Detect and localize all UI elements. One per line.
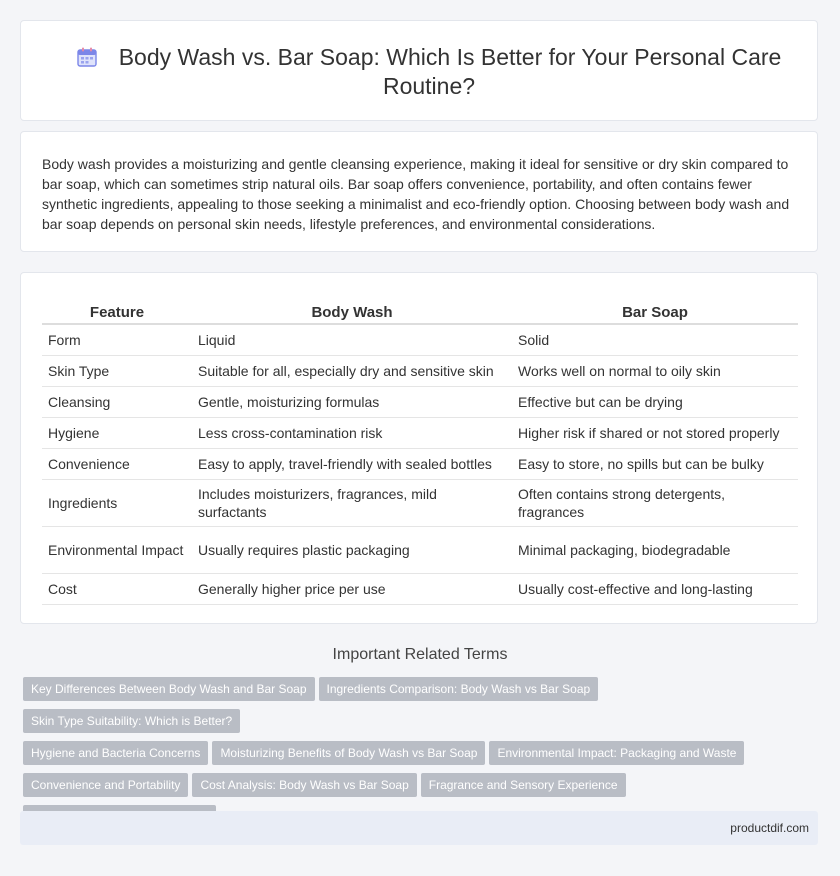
- cell-feature: Form: [42, 324, 192, 356]
- cell-bar-soap: Often contains strong detergents, fragrances: [512, 480, 798, 527]
- header-feature: Feature: [42, 293, 192, 324]
- cell-body-wash: Suitable for all, especially dry and sensitive skin: [192, 356, 512, 387]
- cell-feature: Skin Type: [42, 356, 192, 387]
- intro-card: [20, 131, 818, 252]
- related-term-tag[interactable]: Convenience and Portability: [23, 773, 188, 797]
- cell-bar-soap: Effective but can be drying: [512, 387, 798, 418]
- comparison-table: [42, 293, 798, 605]
- related-term-tag[interactable]: Moisturizing Benefits of Body Wash vs Bar Soap: [212, 741, 485, 765]
- cell-bar-soap: Works well on normal to oily skin: [512, 356, 798, 387]
- related-term-tag[interactable]: Environmental Impact: Packaging and Waste: [489, 741, 744, 765]
- cell-feature: Environmental Impact: [42, 527, 192, 574]
- related-term-tag[interactable]: Hygiene and Bacteria Concerns: [23, 741, 208, 765]
- cell-body-wash: Liquid: [192, 324, 512, 356]
- cell-body-wash: Generally higher price per use: [192, 574, 512, 605]
- cell-body-wash: Includes moisturizers, fragrances, mild surfactants: [192, 480, 512, 527]
- table-row: [42, 449, 798, 480]
- page-title-text: Body Wash vs. Bar Soap: Which Is Better for Your Personal Care Routine?: [118, 44, 782, 99]
- related-terms-title: Important Related Terms: [332, 646, 508, 663]
- cell-feature: Convenience: [42, 449, 192, 480]
- header-body-wash: Body Wash: [192, 293, 512, 324]
- cell-bar-soap: Higher risk if shared or not stored properly: [512, 418, 798, 449]
- header-card: [20, 20, 818, 121]
- related-term-tag[interactable]: Key Differences Between Body Wash and Bar Soap: [23, 677, 315, 701]
- related-term-tag[interactable]: Cost Analysis: Body Wash vs Bar Soap: [192, 773, 416, 797]
- cell-body-wash: Usually requires plastic packaging: [192, 527, 512, 574]
- cell-feature: Cost: [42, 574, 192, 605]
- related-term-tag[interactable]: Skin Type Suitability: Which is Better?: [23, 709, 240, 733]
- footer-site-link[interactable]: productdif.com: [730, 821, 809, 835]
- cell-bar-soap: Usually cost-effective and long-lasting: [512, 574, 798, 605]
- related-term-tag[interactable]: Ingredients Comparison: Body Wash vs Bar Soap: [319, 677, 599, 701]
- table-header-row: [42, 293, 798, 324]
- table-row: [42, 387, 798, 418]
- table-row: [42, 480, 798, 527]
- cell-bar-soap: Minimal packaging, biodegradable: [512, 527, 798, 574]
- page-title: [61, 43, 797, 101]
- footer: [20, 811, 818, 845]
- cell-feature: Hygiene: [42, 418, 192, 449]
- intro-text: Body wash provides a moisturizing and gentle cleansing experience, making it ideal for sensitive or dry skin compared to bar soap, which can sometimes strip natural oils. Bar soap offers convenience, portability, and often contains fewer synthetic ingredients, appealing to those seeking a minimalist and eco-friendly option. Choosing between body wash and bar soap depends on personal skin needs, lifestyle preferences, and environmental considerations.: [42, 156, 790, 232]
- table-row: [42, 574, 798, 605]
- cell-feature: Cleansing: [42, 387, 192, 418]
- calendar-icon: [77, 47, 97, 67]
- table-row: [42, 356, 798, 387]
- cell-feature: Ingredients: [42, 480, 192, 527]
- cell-body-wash: Less cross-contamination risk: [192, 418, 512, 449]
- cell-body-wash: Easy to apply, travel-friendly with sealed bottles: [192, 449, 512, 480]
- comparison-card: [20, 272, 818, 624]
- related-term-tag[interactable]: Fragrance and Sensory Experience: [421, 773, 626, 797]
- cell-bar-soap: Easy to store, no spills but can be bulky: [512, 449, 798, 480]
- header-bar-soap: Bar Soap: [512, 293, 798, 324]
- title-wrap: [61, 43, 797, 101]
- table-row: [42, 418, 798, 449]
- table-row: [42, 324, 798, 356]
- cell-body-wash: Gentle, moisturizing formulas: [192, 387, 512, 418]
- cell-bar-soap: Solid: [512, 324, 798, 356]
- table-row: [42, 527, 798, 574]
